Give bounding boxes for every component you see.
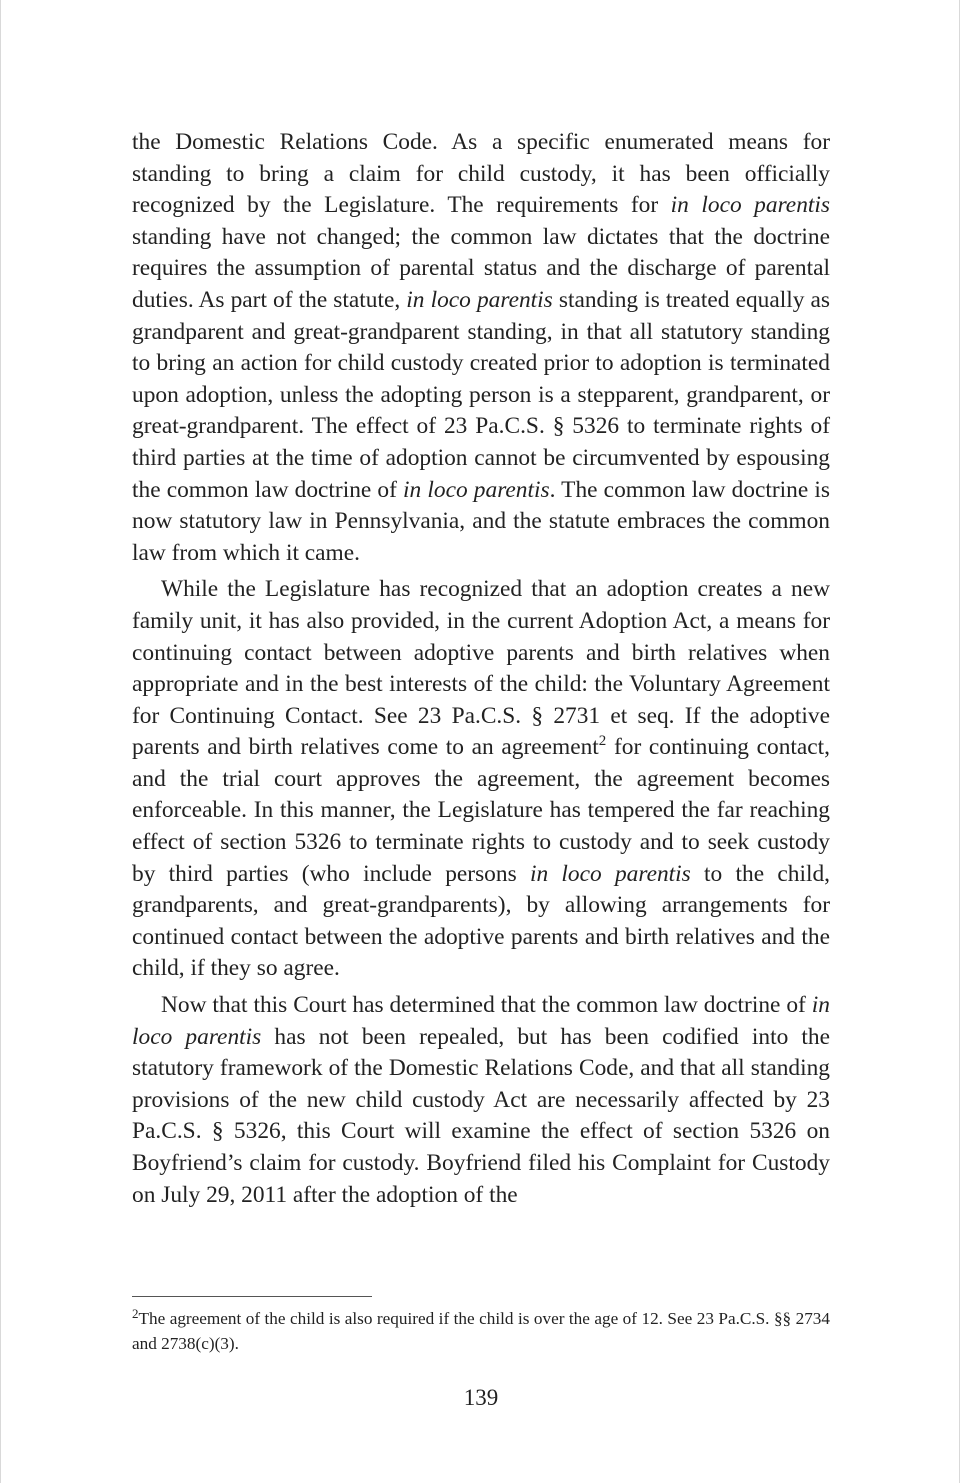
text-run: to the child, grandparents, and great-grandparents), by allowing arrangements for continued contact between the adoptive parents and birth relatives and the child, if they so agree. — [132, 860, 830, 982]
italic-term: in loco parentis — [529, 860, 691, 887]
text-run: has not been repealed, but has been codified into the statutory framework of the Domestic Relations Code, and that all standing provisions of the new child custody Act are necessarily affected by 23 Pa.C.S. § 5326, this Court will examine the effect of section 5326 on Boyfriend’s claim for custody. Boyfriend filed his Complaint for Custody on July 29, 2011 after the adoption of the — [132, 1023, 831, 1208]
italic-term: in loco parentis — [132, 992, 830, 1050]
text-run: Now that this Court has determined that the common law doctrine of — [161, 992, 812, 1019]
text-run: for continuing contact, and the trial court approves the agreement, the agreement becomes enforceable. In this manner, the Legislature has tempered the far reaching effect of section 5326 to terminate rights to custody and to seek custody by third parties (who include persons — [132, 734, 831, 887]
footnote-mark: 2 — [132, 1306, 139, 1321]
footnote-reference: 2 — [598, 733, 607, 750]
paragraph-1 — [132, 127, 830, 569]
main-text — [132, 127, 830, 1216]
paragraph-3 — [132, 990, 830, 1211]
text-run: standing have not changed; the common law dictates that the doctrine requires the assumption of parental status and the discharge of parental duties. As part of the statute, — [132, 223, 830, 313]
italic-term: in loco parentis — [670, 192, 830, 219]
footnote-2 — [132, 1306, 830, 1356]
paragraph-2 — [132, 574, 830, 985]
text-run: While the Legislature has recognized that an adoption creates a new family unit, it has also provided, in the current Adoption Act, a means for continuing contact between adoptive parents and birth relatives when appropriate and in the best interests of the child: the Voluntary Agreement for Continuing Contact. See 23 Pa.C.S. § 2731 et seq. If the adoptive parents and birth relatives come to an agreement — [132, 576, 830, 761]
text-run: standing is treated equally as grandparent and great-grandparent standing, in that all statutory standing to bring an action for child custody created prior to adoption is terminated upon adoption, unless the adopting person is a stepparent, grandparent, or great-grandparent. The effect of 23 Pa.C.S. § 5326 to terminate rights of third parties at the time of adoption cannot be circumvented by espousing the common law doctrine of — [132, 286, 831, 503]
text-run: the Domestic Relations Code. As a specific enumerated means for standing to bring a claim for child custody, it has been officially recognized by the Legislature. The requirements for — [132, 129, 830, 219]
page-number: 139 — [463, 1385, 499, 1410]
italic-term: in loco parentis — [406, 286, 553, 313]
footnote-divider — [132, 1296, 372, 1297]
text-run: . The common law doctrine is now statutory law in Pennsylvania, and the statute embraces the common law from which it came. — [132, 476, 830, 566]
italic-term: in loco parentis — [403, 476, 550, 503]
footnote-text: The agreement of the child is also required if the child is over the age of 12. See 23 Pa.C.S. §§ 2734 and 2738(c)(3). — [132, 1309, 830, 1353]
